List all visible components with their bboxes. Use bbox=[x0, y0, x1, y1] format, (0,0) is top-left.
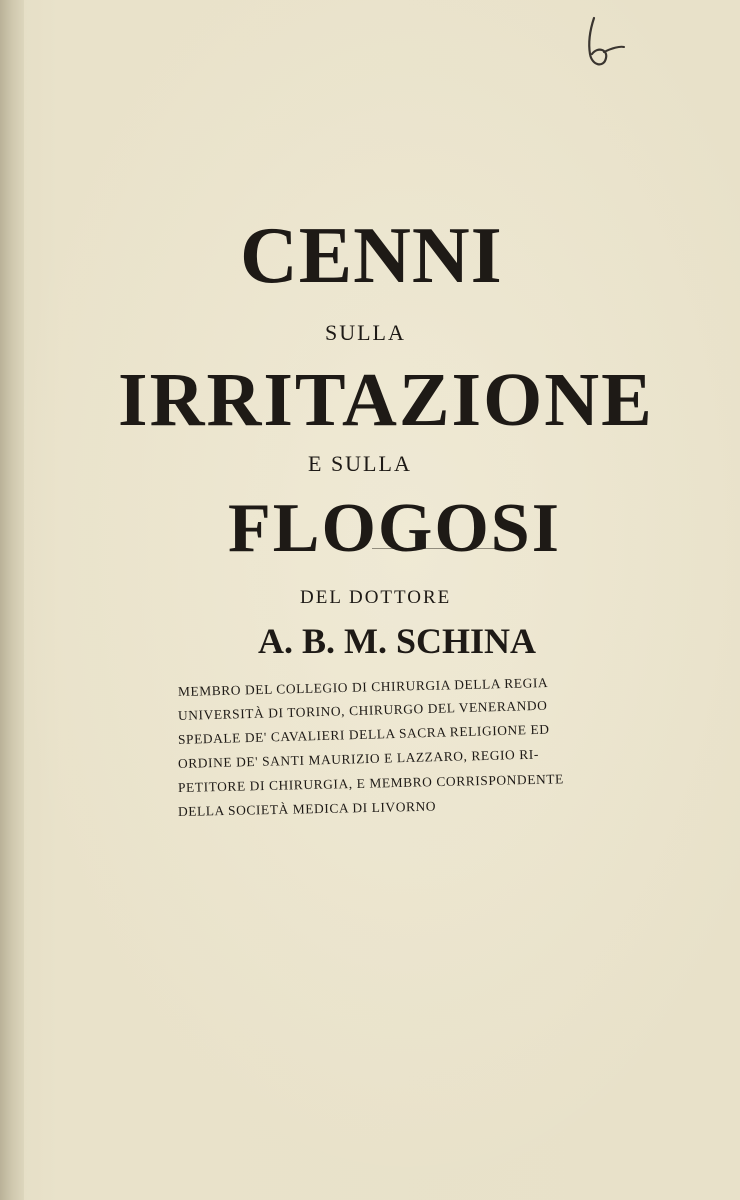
title-underline bbox=[372, 548, 496, 549]
title-connector-2: E SULLA bbox=[308, 451, 412, 476]
title-main: CENNI bbox=[240, 212, 503, 300]
credentials-line: PETITORE DI CHIRURGIA, E MEMBRO CORRISPONDENTE bbox=[177, 771, 564, 795]
credentials-line: DELLA SOCIETÀ MEDICA DI LIVORNO bbox=[177, 798, 437, 819]
book-spine-shadow bbox=[0, 0, 24, 1200]
author-prefix: DEL DOTTORE bbox=[300, 587, 452, 608]
credentials-line: ORDINE DE' SANTI MAURIZIO E LAZZARO, REGIO RI- bbox=[177, 746, 540, 771]
author-credentials bbox=[177, 674, 608, 824]
credentials-line: SPEDALE DE' CAVALIERI DELLA SACRA RELIGIONE ED bbox=[177, 721, 550, 747]
title-connector-1: SULLA bbox=[325, 320, 406, 345]
author-name: A. B. M. SCHINA bbox=[258, 621, 537, 661]
handwritten-mark bbox=[582, 14, 626, 74]
title-subject-1: IRRITAZIONE bbox=[118, 358, 654, 442]
credentials-line: UNIVERSITÀ DI TORINO, CHIRURGO DEL VENERANDO bbox=[177, 697, 548, 723]
credentials-line: MEMBRO DEL COLLEGIO DI CHIRURGIA DELLA REGIA bbox=[177, 674, 549, 699]
title-subject-2: FLOGOSI bbox=[228, 490, 561, 567]
